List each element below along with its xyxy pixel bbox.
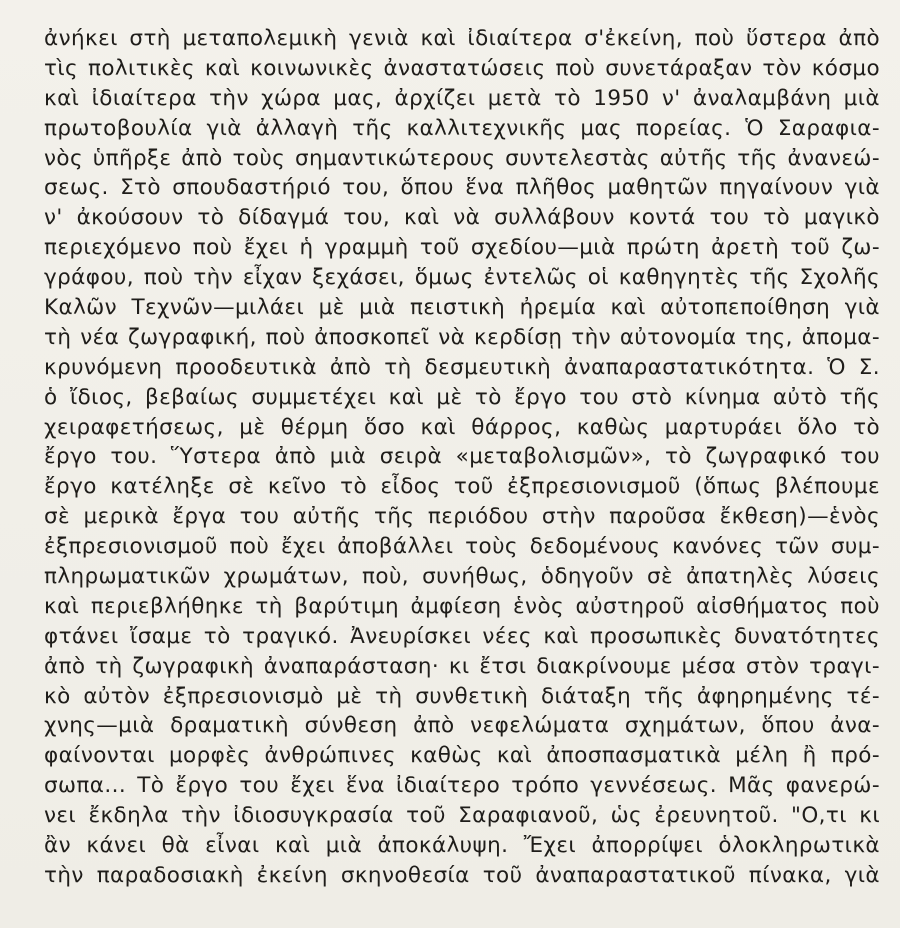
text-line: σεως. Στὸ σπουδαστήριό του, ὅπου ἕνα πλῆθος μαθητῶν πηγαίνουν γιὰ xyxy=(44,175,880,201)
text-line: σωπα... Τὸ ἔργο του ἔχει ἕνα ἰδιαίτερο τρόπο γεννέσεως. Μᾶς φανερώ- xyxy=(44,773,880,799)
text-line: φαίνονται μορφὲς ἀνθρώπινες καθὼς καὶ ἀποσπασματικὰ μέλη ἢ πρό- xyxy=(44,743,880,769)
text-line: νει ἔκδηλα τὴν ἰδιοσυγκρασία τοῦ Σαραφιανοῦ, ὡς ἐρευνητοῦ. "Ο,τι κι xyxy=(44,803,880,829)
text-line: κρυνόμενη προοδευτικὰ ἀπὸ τὴ δεσμευτικὴ ἀναπαραστατικότητα. Ὁ Σ. xyxy=(44,354,880,380)
text-line: πρωτοβουλία γιὰ ἀλλαγὴ τῆς καλλιτεχνικῆς μας πορείας. Ὁ Σαραφια- xyxy=(44,115,880,141)
text-line: τὴν παραδοσιακὴ ἐκείνη σκηνοθεσία τοῦ ἀναπαραστατικοῦ πίνακα, γιὰ xyxy=(44,862,880,888)
text-line: τὴ νέα ζωγραφική, ποὺ ἀποσκοπεῖ νὰ κερδίσῃ τὴν αὐτονομία της, ἀπομα- xyxy=(44,324,880,350)
text-line: ν' ἀκούσουν τὸ δίδαγμά του, καὶ νὰ συλλάβουν κοντά του τὸ μαγικὸ xyxy=(44,205,880,231)
text-line: ἀπὸ τὴ ζωγραφικὴ ἀναπαράσταση· κι ἔτσι διακρίνουμε μέσα στὸν τραγι- xyxy=(44,653,880,679)
text-line: νὸς ὑπῆρξε ἀπὸ τοὺς σημαντικώτερους συντελεστὰς αὐτῆς τῆς ἀνανεώ- xyxy=(44,145,880,171)
text-line: ὁ ἴδιος, βεβαίως συμμετέχει καὶ μὲ τὸ ἔργο του στὸ κίνημα αὐτὸ τῆς xyxy=(44,384,880,410)
text-line: χειραφετήσεως, μὲ θέρμη ὅσο καὶ θάρρος, καθὼς μαρτυράει ὅλο τὸ xyxy=(44,414,880,440)
text-line: ἔργο του. Ὕστερα ἀπὸ μιὰ σειρὰ «μεταβολισμῶν», τὸ ζωγραφικό του xyxy=(44,444,880,470)
text-line: τὶς πολιτικὲς καὶ κοινωνικὲς ἀναστατώσεις ποὺ συνετάραξαν τὸν κόσμο xyxy=(44,55,880,81)
text-line: φτάνει ἴσαμε τὸ τραγικό. Ἀνευρίσκει νέες καὶ προσωπικὲς δυνατότητες xyxy=(44,623,880,649)
text-line: Καλῶν Τεχνῶν—μιλάει μὲ μιὰ πειστικὴ ἠρεμία καὶ αὐτοπεποίθηση γιὰ xyxy=(44,295,880,321)
text-line: πληρωματικῶν χρωμάτων, ποὺ, συνήθως, ὁδηγοῦν σὲ ἀπατηλὲς λύσεις xyxy=(44,564,880,590)
text-line: κὸ αὐτὸν ἐξπρεσιονισμὸ μὲ τὴ συνθετικὴ διάταξη τῆς ἀφηρημένης τέ- xyxy=(44,683,880,709)
text-line: ἐξπρεσιονισμοῦ ποὺ ἔχει ἀποβάλλει τοὺς δεδομένους κανόνες τῶν συμ- xyxy=(44,534,880,560)
body-text xyxy=(44,24,880,891)
text-line: χνης—μιὰ δραματικὴ σύνθεση ἀπὸ νεφελώματα σχημάτων, ὅπου ἀνα- xyxy=(44,713,880,739)
text-line: ἔργο κατέληξε σὲ κεῖνο τὸ εἶδος τοῦ ἐξπρεσιονισμοῦ (ὅπως βλέπουμε xyxy=(44,474,880,500)
text-line: καὶ ἰδιαίτερα τὴν χώρα μας, ἀρχίζει μετὰ τὸ 1950 ν' ἀναλαμβάνη μιὰ xyxy=(44,85,880,111)
text-line: περιεχόμενο ποὺ ἔχει ἡ γραμμὴ τοῦ σχεδίου—μιὰ πρώτη ἀρετὴ τοῦ ζω- xyxy=(44,235,880,261)
text-line: ἀνήκει στὴ μεταπολεμικὴ γενιὰ καὶ ἰδιαίτερα σ'ἐκείνη, ποὺ ὕστερα ἀπὸ xyxy=(44,26,880,51)
text-line: σὲ μερικὰ ἔργα του αὐτῆς τῆς περιόδου στὴν παροῦσα ἔκθεση)—ἑνὸς xyxy=(44,504,880,530)
text-line: καὶ περιεβλήθηκε τὴ βαρύτιμη ἀμφίεση ἑνὸς αὐστηροῦ αἰσθήματος ποὺ xyxy=(44,593,880,619)
text-line: γράφου, ποὺ τὴν εἶχαν ξεχάσει, ὅμως ἐντελῶς οἱ καθηγητὲς τῆς Σχολῆς xyxy=(44,265,880,291)
text-line: ἂν κάνει θὰ εἶναι καὶ μιὰ ἀποκάλυψη. Ἔχει ἀπορρίψει ὁλοκληρωτικὰ xyxy=(44,833,880,859)
